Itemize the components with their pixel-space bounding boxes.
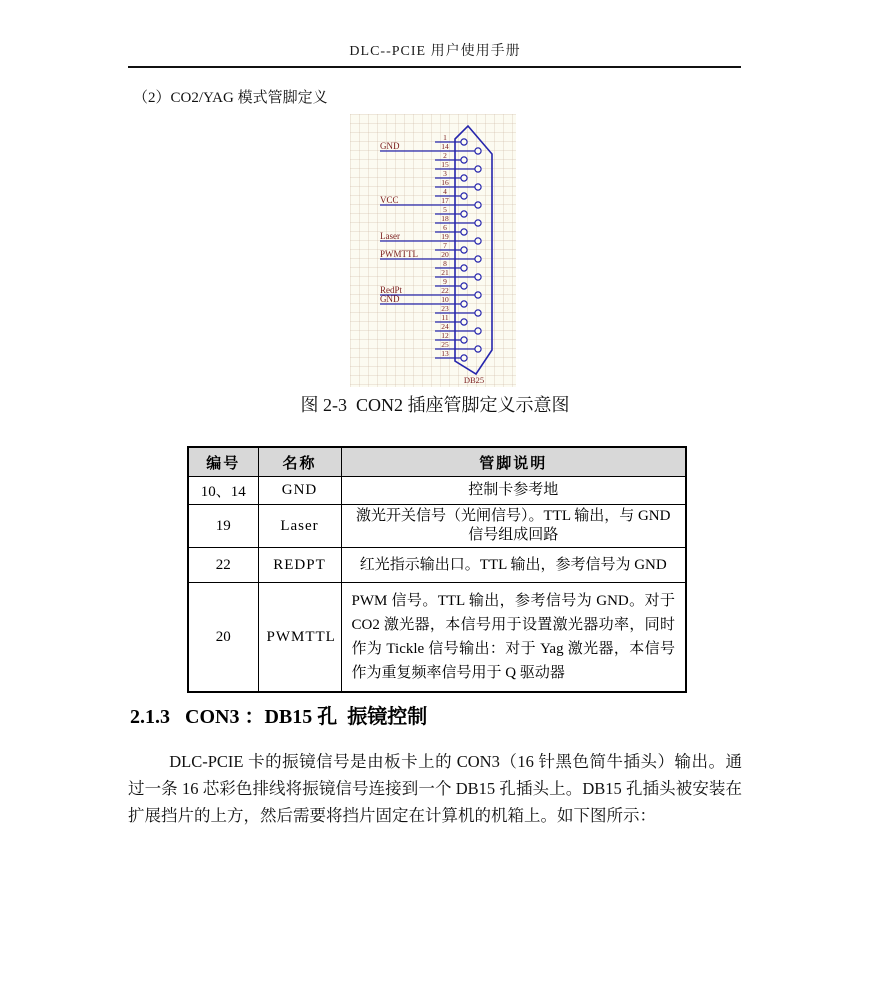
pin-number-label: 2 bbox=[443, 151, 447, 161]
pin-hole bbox=[461, 319, 467, 325]
pin-signal-label: VCC bbox=[380, 195, 399, 205]
pin-number-label: 19 bbox=[441, 232, 449, 242]
pin-description-cell: 激光开关信号（光闸信号）。TTL 输出，与 GND 信号组成回路 bbox=[341, 505, 686, 548]
figure-caption: 图 2-3 CON2 插座管脚定义示意图 bbox=[300, 395, 570, 415]
pin-name-cell: GND bbox=[258, 477, 341, 505]
pin-number-label: 3 bbox=[443, 169, 447, 179]
pin-signal-label: PWMTTL bbox=[380, 249, 418, 259]
db25-connector-schematic bbox=[350, 114, 516, 387]
pin-hole bbox=[461, 193, 467, 199]
pin-signal-label: RedPt bbox=[380, 285, 403, 295]
pin-hole bbox=[475, 166, 481, 172]
pin-hole bbox=[475, 202, 481, 208]
pin-number-cell: 22 bbox=[188, 548, 258, 583]
pin-hole bbox=[461, 301, 467, 307]
pin-number-label: 6 bbox=[443, 223, 447, 233]
pin-number-label: 22 bbox=[441, 286, 449, 296]
col-header-description: 管脚说明 bbox=[341, 447, 686, 477]
section-heading-con3: 2.1.3 CON3 ：DB15 孔 振镜控制 bbox=[130, 706, 428, 728]
pin-table-row bbox=[188, 477, 686, 505]
pin-description-table-wrap bbox=[187, 446, 687, 693]
pin-hole bbox=[475, 274, 481, 280]
pin-hole bbox=[461, 229, 467, 235]
pin-number-label: 5 bbox=[443, 205, 447, 215]
pin-number-label: 13 bbox=[441, 349, 449, 359]
col-header-number: 编号 bbox=[188, 447, 258, 477]
pin-number-label: 7 bbox=[443, 241, 447, 251]
pin-number-label: 24 bbox=[441, 322, 449, 332]
pin-hole bbox=[475, 310, 481, 316]
pin-table-row bbox=[188, 583, 686, 693]
pin-number-label: 10 bbox=[441, 295, 449, 305]
pin-number-label: 14 bbox=[441, 142, 449, 152]
pin-number-label: 12 bbox=[441, 331, 449, 341]
pin-number-cell: 10、14 bbox=[188, 477, 258, 505]
pin-name-cell: Laser bbox=[258, 505, 341, 548]
pin-signal-label: GND bbox=[380, 294, 400, 304]
pin-hole bbox=[461, 247, 467, 253]
con3-body-paragraph: DLC-PCIE 卡的振镜信号是由板卡上的 CON3（16 针黑色简牛插头）输出。通过一条 16 芯彩色排线将振镜信号连接到一个 DB15 孔插头上。DB15 孔插头被安装在扩展挡片的上方，然后需要将挡片固定在计算机的机箱上。如下图所示： bbox=[128, 752, 742, 825]
col-header-name: 名称 bbox=[258, 447, 341, 477]
pin-table-row bbox=[188, 505, 686, 548]
header-rule bbox=[128, 66, 741, 68]
pin-number-label: 17 bbox=[441, 196, 449, 206]
pin-hole bbox=[475, 346, 481, 352]
pin-hole bbox=[461, 139, 467, 145]
pin-definition-subheading: （2）CO2/YAG 模式管脚定义 bbox=[133, 90, 328, 106]
pin-name-cell: REDPT bbox=[258, 548, 341, 583]
pin-number-label: 18 bbox=[441, 214, 449, 224]
pin-hole bbox=[475, 184, 481, 190]
pin-signal-label: Laser bbox=[380, 231, 400, 241]
pin-hole bbox=[461, 265, 467, 271]
pin-hole bbox=[461, 283, 467, 289]
pin-number-label: 4 bbox=[443, 187, 447, 197]
pin-number-label: 11 bbox=[441, 313, 449, 323]
pin-number-label: 16 bbox=[441, 178, 449, 188]
pin-hole bbox=[461, 175, 467, 181]
pin-hole bbox=[475, 220, 481, 226]
pin-hole bbox=[461, 157, 467, 163]
pin-hole bbox=[475, 238, 481, 244]
pin-name-cell: PWMTTL bbox=[258, 583, 341, 693]
pin-description-cell: 红光指示输出口。TTL 输出，参考信号为 GND bbox=[341, 548, 686, 583]
pin-hole bbox=[475, 292, 481, 298]
table-header-row bbox=[188, 447, 686, 477]
pin-hole bbox=[475, 328, 481, 334]
pin-number-label: 23 bbox=[441, 304, 449, 314]
page-header-title: DLC--PCIE 用户使用手册 bbox=[349, 44, 521, 59]
pin-number-label: 9 bbox=[443, 277, 447, 287]
pin-signal-label: GND bbox=[380, 141, 400, 151]
pin-number-label: 20 bbox=[441, 250, 449, 260]
pin-number-label: 25 bbox=[441, 340, 449, 350]
pin-number-label: 8 bbox=[443, 259, 447, 269]
pin-number-label: 15 bbox=[441, 160, 449, 170]
pin-hole bbox=[475, 256, 481, 262]
pin-hole bbox=[461, 211, 467, 217]
pin-number-label: 21 bbox=[441, 268, 449, 278]
pin-table-row bbox=[188, 548, 686, 583]
connector-type-label: DB25 bbox=[463, 375, 485, 385]
con2-db25-pin-diagram bbox=[350, 114, 516, 387]
pin-description-table bbox=[187, 446, 687, 693]
pin-description-cell: PWM 信号。TTL 输出，参考信号为 GND。对于 CO2 激光器，本信号用于设置激光器功率，同时作为 Tickle 信号输出：对于 Yag 激光器，本信号作为重复频率信号用于 Q 驱动器 bbox=[341, 583, 686, 693]
pin-number-cell: 20 bbox=[188, 583, 258, 693]
pin-hole bbox=[475, 148, 481, 154]
pin-number-cell: 19 bbox=[188, 505, 258, 548]
pin-number-label: 1 bbox=[443, 133, 447, 143]
pin-description-cell: 控制卡参考地 bbox=[341, 477, 686, 505]
pin-hole bbox=[461, 337, 467, 343]
pin-hole bbox=[461, 355, 467, 361]
